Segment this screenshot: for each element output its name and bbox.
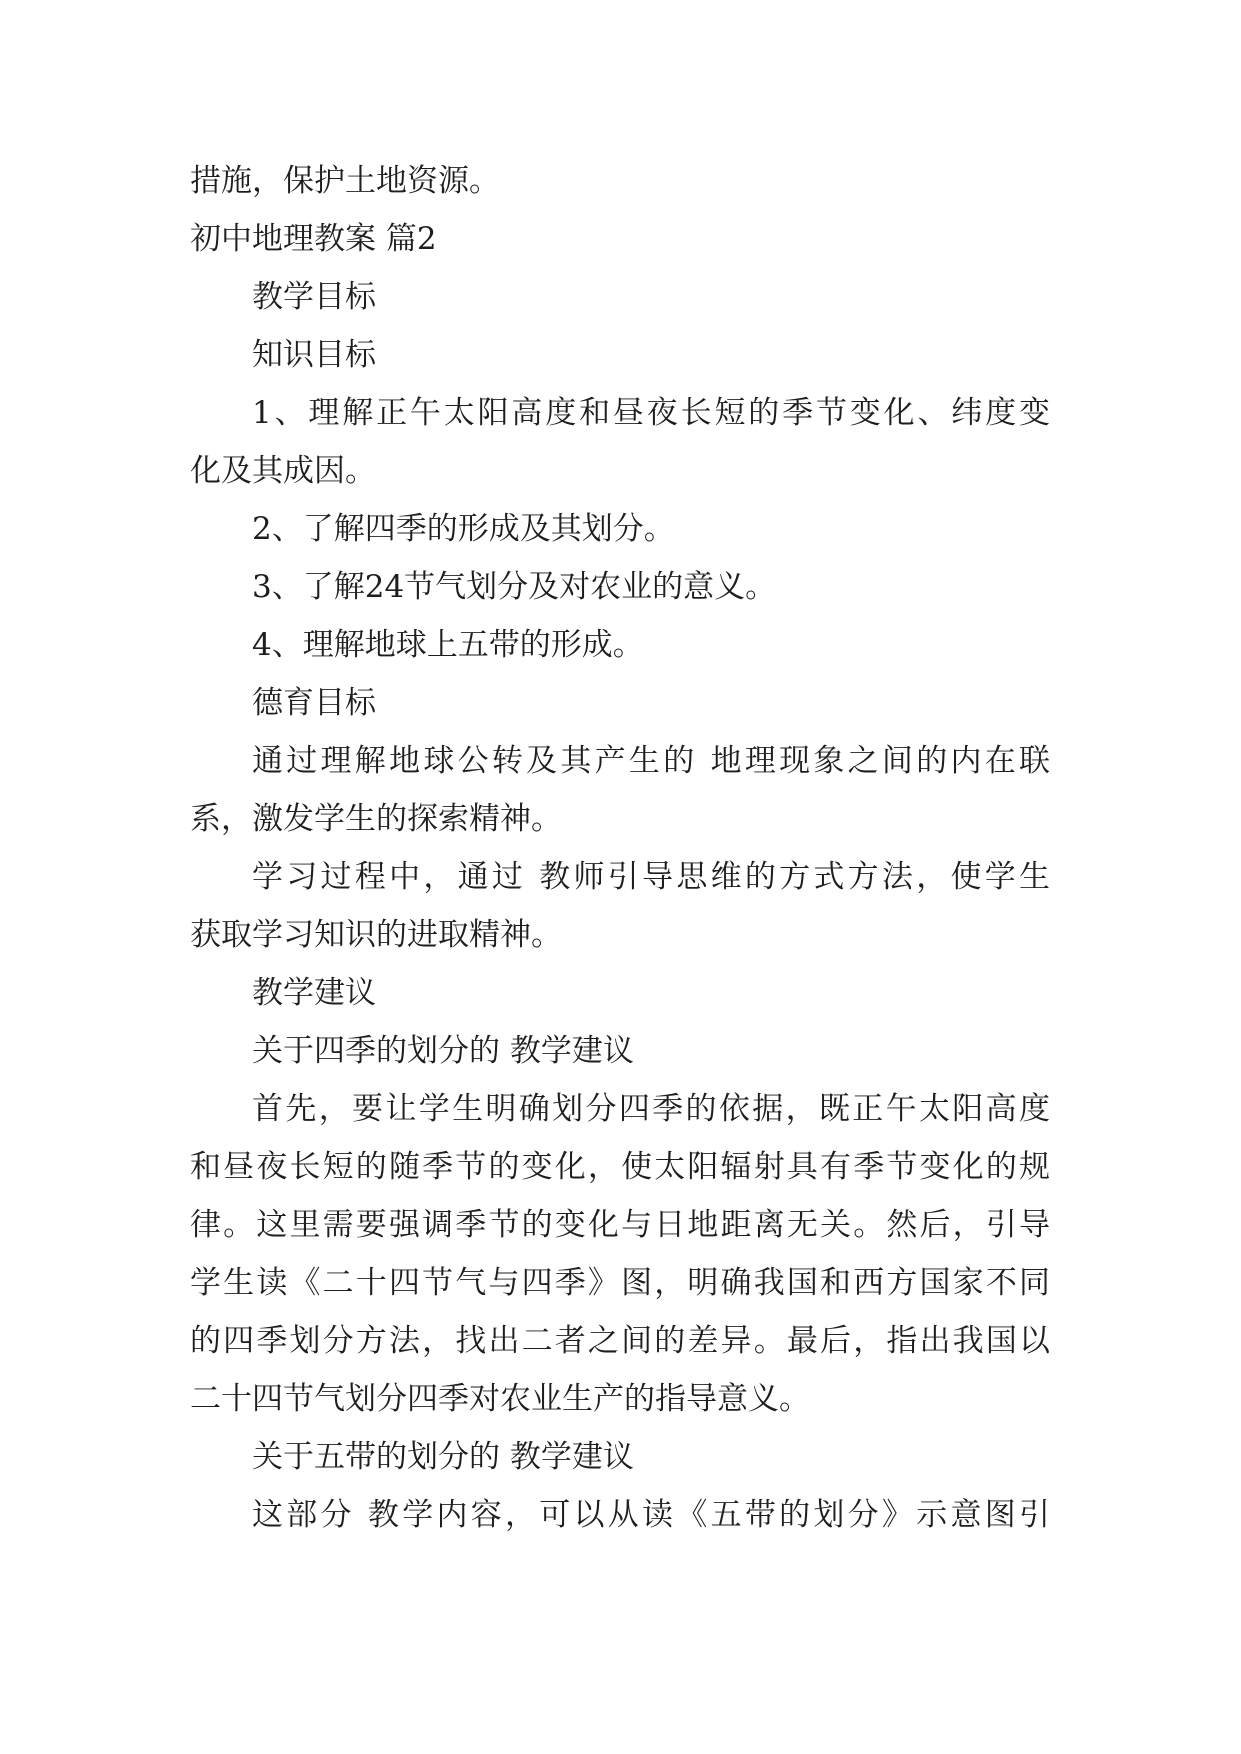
text-line: 化及其成因。 — [190, 453, 376, 489]
text-line: 系，激发学生的探索精神。 — [190, 801, 562, 837]
text-line: 的四季划分方法，找出二者之间的差异。最后，指出我国以 — [190, 1323, 1050, 1359]
text-line: 3、了解24节气划分及对农业的意义。 — [252, 569, 777, 605]
subheading-knowledge-goals: 知识目标 — [252, 337, 376, 373]
text-line: 和昼夜长短的随季节的变化，使太阳辐射具有季节变化的规 — [190, 1149, 1050, 1185]
text-line: 通过理解地球公转及其产生的 地理现象之间的内在联 — [252, 743, 1050, 779]
subheading-teaching-advice: 教学建议 — [252, 975, 376, 1011]
subheading-seasons-advice: 关于四季的划分的 教学建议 — [252, 1033, 634, 1069]
text-line: 1、理解正午太阳高度和昼夜长短的季节变化、纬度变 — [252, 395, 1050, 431]
text-line: 2、了解四季的形成及其划分。 — [252, 511, 675, 547]
text-line: 这部分 教学内容，可以从读《五带的划分》示意图引 — [252, 1497, 1050, 1533]
text-line: 二十四节气划分四季对农业生产的指导意义。 — [190, 1381, 810, 1417]
document-body — [190, 152, 1050, 1544]
text-line: 措施，保护土地资源。 — [190, 163, 500, 199]
text-line: 首先，要让学生明确划分四季的依据，既正午太阳高度 — [252, 1091, 1050, 1127]
subheading-zones-advice: 关于五带的划分的 教学建议 — [252, 1439, 634, 1475]
section-heading: 初中地理教案 篇2 — [190, 221, 437, 257]
subheading-moral-goals: 德育目标 — [252, 685, 376, 721]
text-line: 学习过程中，通过 教师引导思维的方式方法，使学生 — [252, 859, 1050, 895]
subheading-teaching-goals: 教学目标 — [252, 279, 376, 315]
text-line: 学生读《二十四节气与四季》图，明确我国和西方国家不同 — [190, 1265, 1050, 1301]
text-line: 律。这里需要强调季节的变化与日地距离无关。然后，引导 — [190, 1207, 1050, 1243]
text-line: 获取学习知识的进取精神。 — [190, 917, 562, 953]
text-line: 4、理解地球上五带的形成。 — [252, 627, 644, 663]
